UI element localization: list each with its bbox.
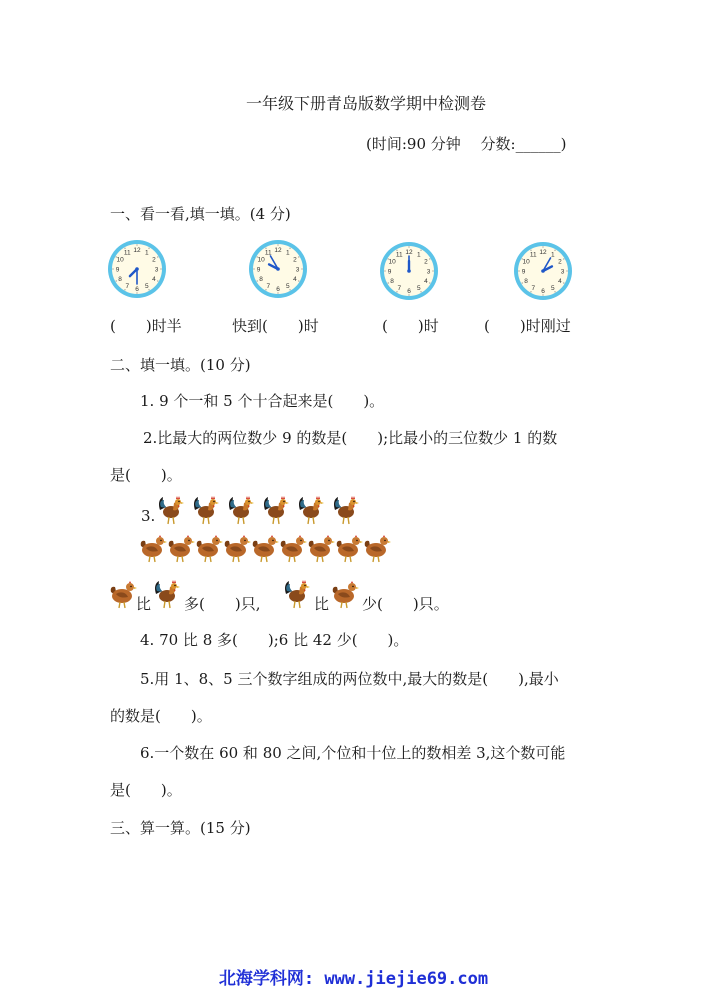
hen-icon [138,532,168,564]
svg-text:5: 5 [144,283,149,291]
svg-text:12: 12 [274,246,282,254]
question-2-line-2: 是( )。 [110,466,182,484]
question-6-line-2: 是( )。 [110,781,182,799]
svg-text:5: 5 [416,285,421,293]
time-score-line: (时间:90 分钟 分数:______) [366,135,567,153]
hen-icon [166,532,196,564]
svg-text:12: 12 [133,246,141,254]
hen-icon [306,532,336,564]
svg-text:6: 6 [407,287,411,295]
svg-text:10: 10 [388,258,396,266]
svg-text:7: 7 [397,285,402,293]
clock-answer-2: 快到( )时 [232,317,319,335]
svg-text:3: 3 [154,266,159,274]
svg-text:1: 1 [550,251,555,259]
hen-icon [334,532,364,564]
svg-text:7: 7 [266,283,271,291]
svg-text:6: 6 [135,285,139,293]
svg-text:12: 12 [539,248,547,256]
svg-text:5: 5 [285,283,290,291]
question-3-label: 3. [141,507,156,525]
svg-text:4: 4 [293,276,297,283]
page-title: 一年级下册青岛版数学期中检测卷 [246,94,487,113]
rooster-icon [296,494,326,526]
svg-text:10: 10 [257,256,265,264]
q3-text-2: 多( )只, [184,595,261,613]
hen-icon [250,532,280,564]
svg-text:7: 7 [531,285,536,293]
rooster-icon [282,578,312,610]
svg-text:10: 10 [116,256,124,264]
svg-text:8: 8 [259,276,263,283]
clock-answer-3: ( )时 [382,317,439,335]
svg-text:7: 7 [125,283,130,291]
svg-text:11: 11 [395,251,403,259]
svg-text:3: 3 [560,268,565,276]
svg-text:8: 8 [524,278,528,285]
clock-icon-1 [106,238,168,300]
svg-text:2: 2 [293,256,297,264]
svg-text:6: 6 [541,287,545,295]
svg-text:2: 2 [424,258,428,266]
svg-text:11: 11 [264,249,272,257]
svg-text:4: 4 [152,276,156,283]
hen-icon [194,532,224,564]
svg-text:4: 4 [424,278,428,285]
clock-icon-3 [378,240,440,302]
svg-text:1: 1 [285,249,290,257]
svg-text:11: 11 [123,249,131,257]
svg-text:3: 3 [295,266,300,274]
rooster-icon [331,494,361,526]
svg-text:4: 4 [558,278,562,285]
section-2-heading: 二、填一填。(10 分) [110,356,251,374]
svg-text:9: 9 [521,268,526,276]
svg-text:1: 1 [416,251,421,259]
hen-icon [278,532,308,564]
svg-text:2: 2 [558,258,562,266]
svg-text:6: 6 [276,285,280,293]
question-5-line-2: 的数是( )。 [110,707,212,725]
question-1: 1. 9 个一和 5 个十合起来是( )。 [140,392,385,410]
clock-icon-2 [247,238,309,300]
footer-watermark: 北海学科网: www.jiejie69.com [218,969,489,989]
hen-icon [330,578,360,610]
rooster-icon [261,494,291,526]
question-4: 4. 70 比 8 多( );6 比 42 少( )。 [140,631,409,649]
question-2-line-1: 2.比最大的两位数少 9 的数是( );比最小的三位数少 1 的数 [143,429,558,447]
hen-icon [108,578,138,610]
svg-text:3: 3 [426,268,431,276]
hen-icon [362,532,392,564]
hen-icon [222,532,252,564]
q3-text-4: 少( )只。 [362,595,449,613]
svg-text:1: 1 [144,249,149,257]
svg-text:12: 12 [405,248,413,256]
svg-text:8: 8 [390,278,394,285]
rooster-icon [191,494,221,526]
svg-text:9: 9 [115,266,120,274]
rooster-icon [156,494,186,526]
clock-answer-1: ( )时半 [110,317,182,335]
rooster-icon [226,494,256,526]
question-6-line-1: 6.一个数在 60 和 80 之间,个位和十位上的数相差 3,这个数可能 [140,744,566,762]
q3-text-3: 比 [314,595,330,613]
section-3-heading: 三、算一算。(15 分) [110,819,251,837]
question-5-line-1: 5.用 1、8、5 三个数字组成的两位数中,最大的数是( ),最小 [140,670,559,688]
svg-text:9: 9 [256,266,261,274]
svg-text:5: 5 [550,285,555,293]
svg-text:2: 2 [152,256,156,264]
clock-answer-4: ( )时刚过 [484,317,571,335]
q3-text-1: 比 [136,595,152,613]
svg-text:11: 11 [529,251,537,259]
svg-text:10: 10 [522,258,530,266]
rooster-icon [152,578,182,610]
svg-text:8: 8 [118,276,122,283]
svg-text:9: 9 [387,268,392,276]
section-1-heading: 一、看一看,填一填。(4 分) [110,205,291,223]
clock-icon-4 [512,240,574,302]
